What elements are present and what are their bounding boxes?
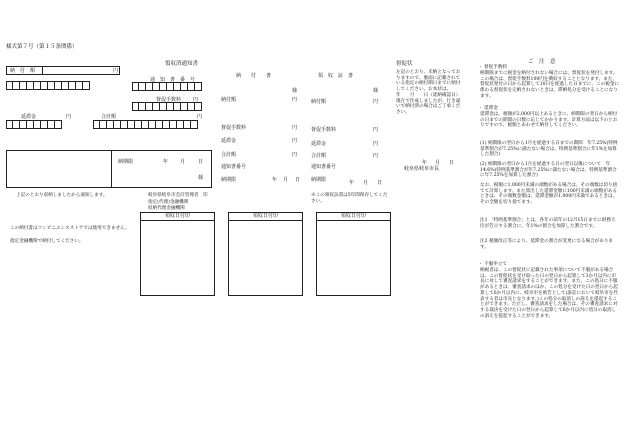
form-number: 様式第７号（第１５条関係） — [6, 44, 78, 50]
reminder-body: 左記のとおり、未納となっておりますので、裏面に記載されている指定の納付期日までに納付してください。お本状は、 年 月 日（延納確認日）現在で作成しましたが、行き違いで納付済の場合はご了承ください。 — [396, 70, 461, 116]
due-label: 納期限 — [221, 177, 237, 183]
notes-late-interest-rate1: (1) 納期限の翌日から1月を経過する日までの期間 年7.25%(特例基準割合が7.25%に満たない場合は、特例基準割合に年1%を加算した割合) — [480, 141, 618, 158]
notes-late-interest-body: 延滞金は、税額が2,000円以上あるときに、納期限の翌日から納付の日までの期間の日数に応じてかかります。計算方法は以下のとおりですので、税額とあわせて納付してください。 — [480, 112, 618, 129]
reminder-title: 督促状 — [396, 61, 413, 67]
notice-number-label: 通知書番号 — [221, 164, 247, 170]
late-interest-cells — [6, 120, 62, 129]
keep-note: ※この領収証書は5年間保存してください。 — [311, 193, 388, 204]
yen-unit: 円 — [113, 68, 119, 74]
delay-fee-label: 督促手数料 — [311, 127, 337, 133]
yen-unit: 円 — [292, 125, 298, 131]
treasurer-label: 岐阜県岐阜市会計管理者 — [148, 193, 199, 198]
late-interest-label: 延滞金 — [21, 114, 37, 120]
notes-delay-fee-body: 納期限までに税金を納付されない場合には、督促状を発付します。この場合は、督促手数料100円を徴収することとなります。また、督促状発付の日から起算して10日を経過した日までに、この税金に係わる督促状を完納されないときは、滞納処分を受けることになります。 — [480, 71, 620, 99]
day-unit: 日 — [295, 177, 301, 183]
delay-fee-label: 督促手数料 — [156, 97, 182, 103]
notes-note2: 注2 税額改正等により、延滞金の割合が変更になる場合があります。 — [480, 239, 614, 250]
notes-section-late-interest: ・ 延滞金 — [478, 106, 498, 111]
seal-mark: 印 — [203, 193, 208, 198]
due-label: 納期限 — [118, 159, 134, 165]
day-unit: 日 — [449, 160, 455, 166]
late-interest-label: 延滞金 — [221, 138, 237, 144]
city-name: 岐阜県岐阜市長 — [404, 166, 440, 172]
year-unit: 年 — [422, 160, 428, 166]
yen-unit: 円 — [373, 153, 379, 159]
honorific: 様 — [373, 88, 379, 94]
due-label: 納期限 — [311, 177, 327, 183]
receipt-stamp-middle — [228, 212, 303, 296]
day-unit: 日 — [377, 180, 383, 186]
month-unit: 月 — [435, 160, 441, 166]
year-unit: 年 — [163, 159, 169, 165]
notes-section-delay-fee: ・ 督促手数料 — [478, 65, 508, 70]
month-unit: 月 — [363, 180, 369, 186]
total-label: 合計額 — [311, 153, 327, 159]
yen-unit: 円 — [193, 97, 199, 103]
delay-fee-label: 督促手数料 — [221, 125, 247, 131]
slip1-title: 領収済通知書 — [165, 61, 199, 67]
payment-slip-heading: 納 付 書 — [236, 73, 272, 79]
yen-unit: 円 — [66, 114, 72, 120]
total-cells — [93, 120, 198, 129]
receipt-stamp-right — [316, 212, 391, 296]
yen-unit: 円 — [292, 152, 298, 158]
notes-late-interest-rate2: (2) 納期限の翌日から1月を経過する日の翌日以後について 年14.6%(特例基準割合が年7.25%に満たない場合は、特例基準割合に年7.25%を加算した割合) — [480, 162, 617, 179]
notice-number-label: 通知書番号 — [311, 164, 337, 170]
notes-appeal-body: 納税者は、この督促状に記載された事項について不服がある場合は、この督促状を受け取った日の翌日から起算して3か月以内に市長に対して審査請求をすることができます。また、この処分に不服があるときは、審査請求のほか、この処分を受けた日の翌日から起算して6か月以内に、岐阜市を被告として(訴訟において岐阜市を代表する者は市長となります。)この処分の取消しの訴えを提起することができます。ただし、審査請求をした場合は、その審査請求に対する裁決を受けた日の翌日から起算して6か月以内に処分の取消しの訴えを提起することができます。 — [480, 268, 618, 319]
amount-label: 納付額 — [221, 97, 237, 103]
yen-unit: 円 — [197, 114, 203, 120]
total-label: 合計額 — [101, 114, 117, 120]
month-unit: 月 — [283, 177, 289, 183]
delay-fee-cells — [132, 102, 202, 111]
honorific: 様 — [292, 88, 298, 94]
window-note: 指定金融機関で納付してください。 — [10, 239, 84, 244]
year-unit: 年 — [349, 180, 355, 186]
late-interest-label: 延滞金 — [311, 141, 327, 147]
notes-section-appeal: ・ 不服申立て — [478, 262, 508, 267]
notice-number-label: 通 知 書 番 号 — [150, 77, 196, 83]
receipt-stamp-left — [140, 212, 215, 296]
receipt-heading: 領 収 証 書 — [318, 73, 354, 79]
collect-label: 収納代理金融機関 — [148, 206, 185, 211]
year-unit: 年 — [272, 177, 278, 183]
yen-unit: 円 — [373, 127, 379, 133]
amount-digit-cells — [6, 81, 90, 90]
payer-box — [6, 150, 212, 188]
notes-note1: 注1 「特例基準割合」とは、各年の前年の12月15日までに財務大臣が告示する割合に、年1%の割合を加算した割合です。 — [480, 218, 616, 229]
notes-title: ご 注 意 — [528, 59, 556, 65]
day-unit: 日 — [198, 159, 204, 165]
month-unit: 月 — [180, 159, 186, 165]
receipt-note: 上記のとおり収納しましたから通知します。 — [16, 193, 108, 198]
yen-unit: 円 — [373, 99, 379, 105]
receipt-stamp-label: 領収日付印 — [253, 213, 279, 219]
yen-unit: 円 — [292, 97, 298, 103]
honorific: 様 — [198, 175, 204, 181]
amount-label: 納 付 額 — [10, 68, 36, 74]
bank-label: 指定(代理)金融機関 — [148, 200, 189, 205]
yen-unit: 円 — [292, 138, 298, 144]
receipt-stamp-label: 領収日付印 — [165, 213, 191, 219]
notes-rounding: なお、税額に1,000円未満の端数がある場合は、その端数は切り捨てて計算します。また算出した延滞金額に100円未満の端数があるときは、その端数金額は、延滞金額が1,000円未満であるときは、その全額を切り捨てます。 — [480, 183, 618, 206]
convenience-note: この納付書はコンビニエンスストアでは使用できません。 — [10, 226, 130, 231]
total-label: 合計額 — [221, 152, 237, 158]
receipt-stamp-label: 領収日付印 — [341, 213, 367, 219]
yen-unit: 円 — [373, 141, 379, 147]
notice-number-cells — [132, 82, 202, 91]
amount-label: 納付額 — [311, 99, 327, 105]
